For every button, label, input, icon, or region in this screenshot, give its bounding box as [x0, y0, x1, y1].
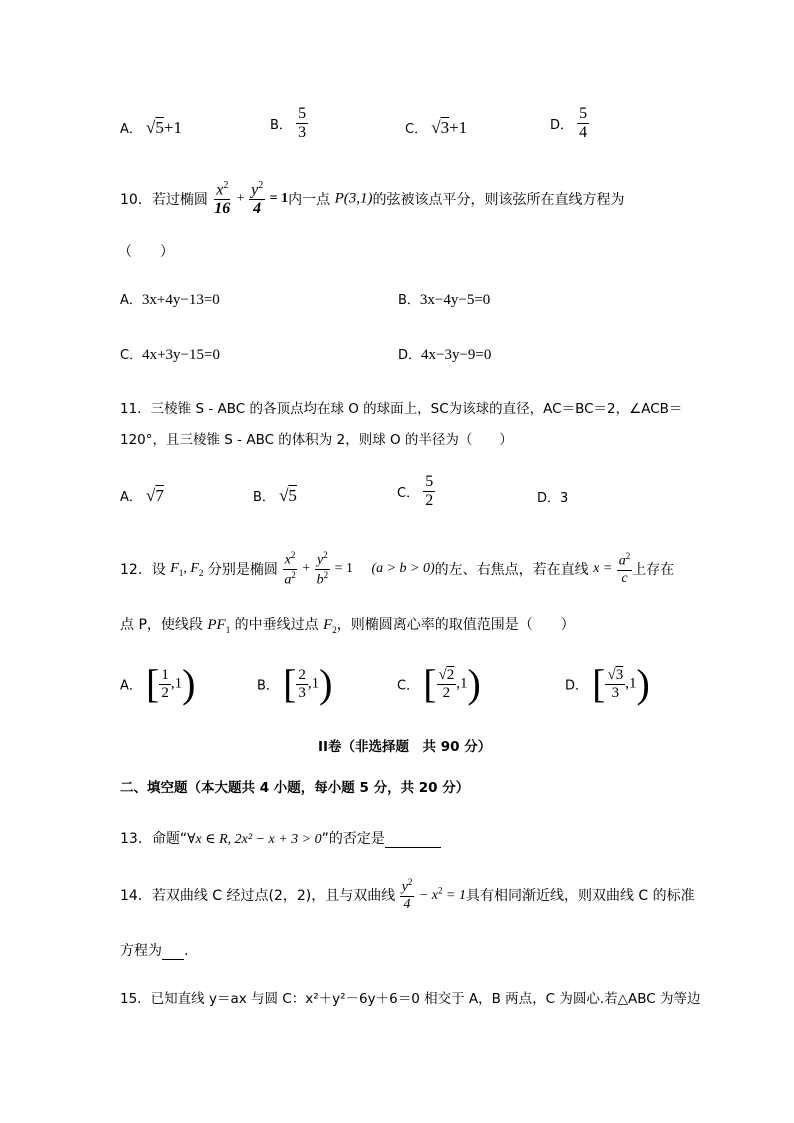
proposition: ∀x ∈ R, 2x² − x + 3 > 0 — [187, 832, 322, 847]
q11-option-b — [253, 486, 297, 506]
point-p: P(3,1) — [334, 190, 373, 207]
stem-text: 若过椭圆 — [151, 192, 208, 209]
stem-text: 的中垂线过点 — [234, 617, 319, 633]
q10-option-b — [398, 289, 490, 309]
ellipse-term-y: $\frac{y^2}{b^2}$ — [316, 550, 329, 588]
stem-text: 分别是椭圆 — [207, 562, 278, 579]
option-value: 3x+4y−13=0 — [141, 292, 220, 308]
condition: (a > b > 0) — [371, 561, 435, 577]
option-label: C． — [405, 122, 428, 137]
option-value: $\frac{5}{4}$ — [579, 105, 588, 141]
hyperbola-term-y: $\frac{y^2}{4}$ — [401, 877, 413, 912]
q10-option-c — [120, 344, 220, 364]
option-value: 3 — [560, 491, 569, 506]
point-f2: $F_2$ — [323, 617, 337, 635]
q12-stem-line1: 12．设 $F_1$, $F_2$ 分别是椭圆 $\frac{x^2}{a^2}$ + $\frac{y^2}{b^2}$ = 1 (a > b > 0)的左、右焦点，若在直线 x = $\frac{a^2}{c}$ 上存在 — [120, 550, 675, 588]
option-value: √7 — [146, 486, 164, 505]
q10-option-d — [398, 344, 491, 364]
option-label: A． — [120, 293, 142, 308]
q9-option-a — [120, 118, 182, 138]
section-heading: II卷（非选择题 共 90 分） — [318, 739, 492, 755]
q12-stem-line2 — [120, 614, 575, 635]
foci: $F_1$, $F_2$ — [170, 560, 204, 578]
q10-answer-paren: （ ） — [118, 244, 174, 260]
q10-stem: 10．若过椭圆 $\frac{x^2}{16}$ + $\frac{y^2}{4}$ = 1内一点 P(3,1)的弦被该点平分，则该弦所在直线方程为 — [120, 180, 625, 218]
ellipse-term-x: $\frac{x^2}{a^2}$ — [284, 550, 296, 588]
ellipse-term-x: $\frac{x^2}{16}$ — [214, 180, 231, 218]
q9-option-c — [405, 118, 467, 138]
stem-text: 具有相同渐近线，则双曲线 C 的标准 — [465, 887, 695, 904]
q12-option-c: C． [ $\frac{√2}{2}$ ,1) — [397, 661, 481, 706]
q12-option-d: D． [ $\frac{√3}{3}$ ,1) — [565, 661, 650, 706]
option-label: C． — [397, 678, 420, 694]
option-label: A． — [120, 122, 142, 137]
q9-option-b — [270, 106, 308, 141]
option-label: A． — [120, 678, 142, 694]
segment-pf1: $PF_1$ — [207, 617, 231, 635]
option-label: C． — [397, 486, 420, 501]
q15-stem: 15．已知直线 y＝ax 与圆 C：x²＋y²－6y＋6＝0 相交于 A，B 两点，C 为圆心.若△ABC 为等边 — [120, 991, 701, 1007]
stem-text: ，则椭圆离心率的取值范围是（ ） — [336, 617, 575, 633]
stem-text: 14．若双曲线 C 经过点(2，2)，且与双曲线 — [120, 887, 396, 904]
q11-stem-line2: 120°，且三棱锥 S - ABC 的体积为 2，则球 O 的半径为（ ） — [120, 432, 513, 448]
stem-text: ”的否定是 — [321, 831, 385, 847]
part-heading: 二、填空题（本大题共 4 小题，每小题 5 分，共 20 分） — [120, 780, 470, 796]
question-number: 10． — [120, 192, 152, 209]
directrix: $\frac{a^2}{c}$ — [618, 551, 631, 586]
option-label: D． — [550, 118, 574, 133]
stem-text: 的左、右焦点，若在直线 — [434, 562, 589, 579]
option-label: A． — [120, 490, 142, 505]
q14-stem-line2: 方程为 . — [120, 943, 189, 959]
stem-text: 上存在 — [632, 562, 675, 579]
q13-stem — [120, 828, 441, 848]
q10-option-a — [120, 289, 220, 309]
option-value: √5 — [279, 486, 297, 505]
option-label: D． — [565, 678, 589, 694]
option-value: $\frac{5}{2}$ — [425, 473, 434, 509]
q12-option-b: B． [ $\frac{2}{3}$ ,1) — [257, 661, 333, 706]
option-value: √5+1 — [146, 118, 182, 137]
option-value: 3x−4y−5=0 — [419, 292, 491, 308]
q14-stem: 14．若双曲线 C 经过点(2，2)，且与双曲线 $\frac{y^2}{4}$ − $x^2 = 1$具有相同渐近线，则双曲线 C 的标准 — [120, 877, 695, 912]
stem-text: 13．命题“ — [120, 831, 188, 847]
option-value: 4x−3y−9=0 — [421, 347, 492, 363]
option-value: $\frac{5}{3}$ — [298, 105, 307, 141]
stem-text: 内一点 — [288, 192, 331, 209]
q9-option-d — [550, 106, 589, 141]
option-label: B． — [257, 678, 279, 694]
option-label: B． — [398, 293, 420, 308]
option-label: D． — [398, 348, 422, 363]
stem-text: 方程为 — [120, 943, 162, 959]
option-label: D． — [537, 491, 561, 506]
question-number: 12．设 — [120, 562, 166, 579]
stem-text: 点 P，使线段 — [120, 617, 203, 633]
q11-stem-line1: 11．三棱锥 S - ABC 的各顶点均在球 O 的球面上，SC为该球的直径，AC＝BC＝2，∠ACB＝ — [120, 401, 683, 417]
option-label: B． — [253, 490, 275, 505]
q11-option-c — [397, 474, 435, 509]
stem-text: 的弦被该点平分，则该弦所在直线方程为 — [372, 192, 625, 209]
option-value: √3+1 — [431, 118, 468, 137]
q11-option-a — [120, 486, 164, 506]
q11-option-d — [537, 487, 568, 506]
option-value: 4x+3y−15=0 — [142, 347, 220, 363]
q12-option-a: A． [ $\frac{1}{2}$ ,1) — [120, 661, 196, 706]
answer-blank[interactable] — [162, 945, 184, 960]
option-label: C． — [120, 348, 143, 363]
answer-blank[interactable] — [385, 833, 441, 848]
ellipse-term-y: $\frac{y^2}{4}$ — [251, 180, 264, 218]
option-label: B． — [270, 118, 292, 133]
